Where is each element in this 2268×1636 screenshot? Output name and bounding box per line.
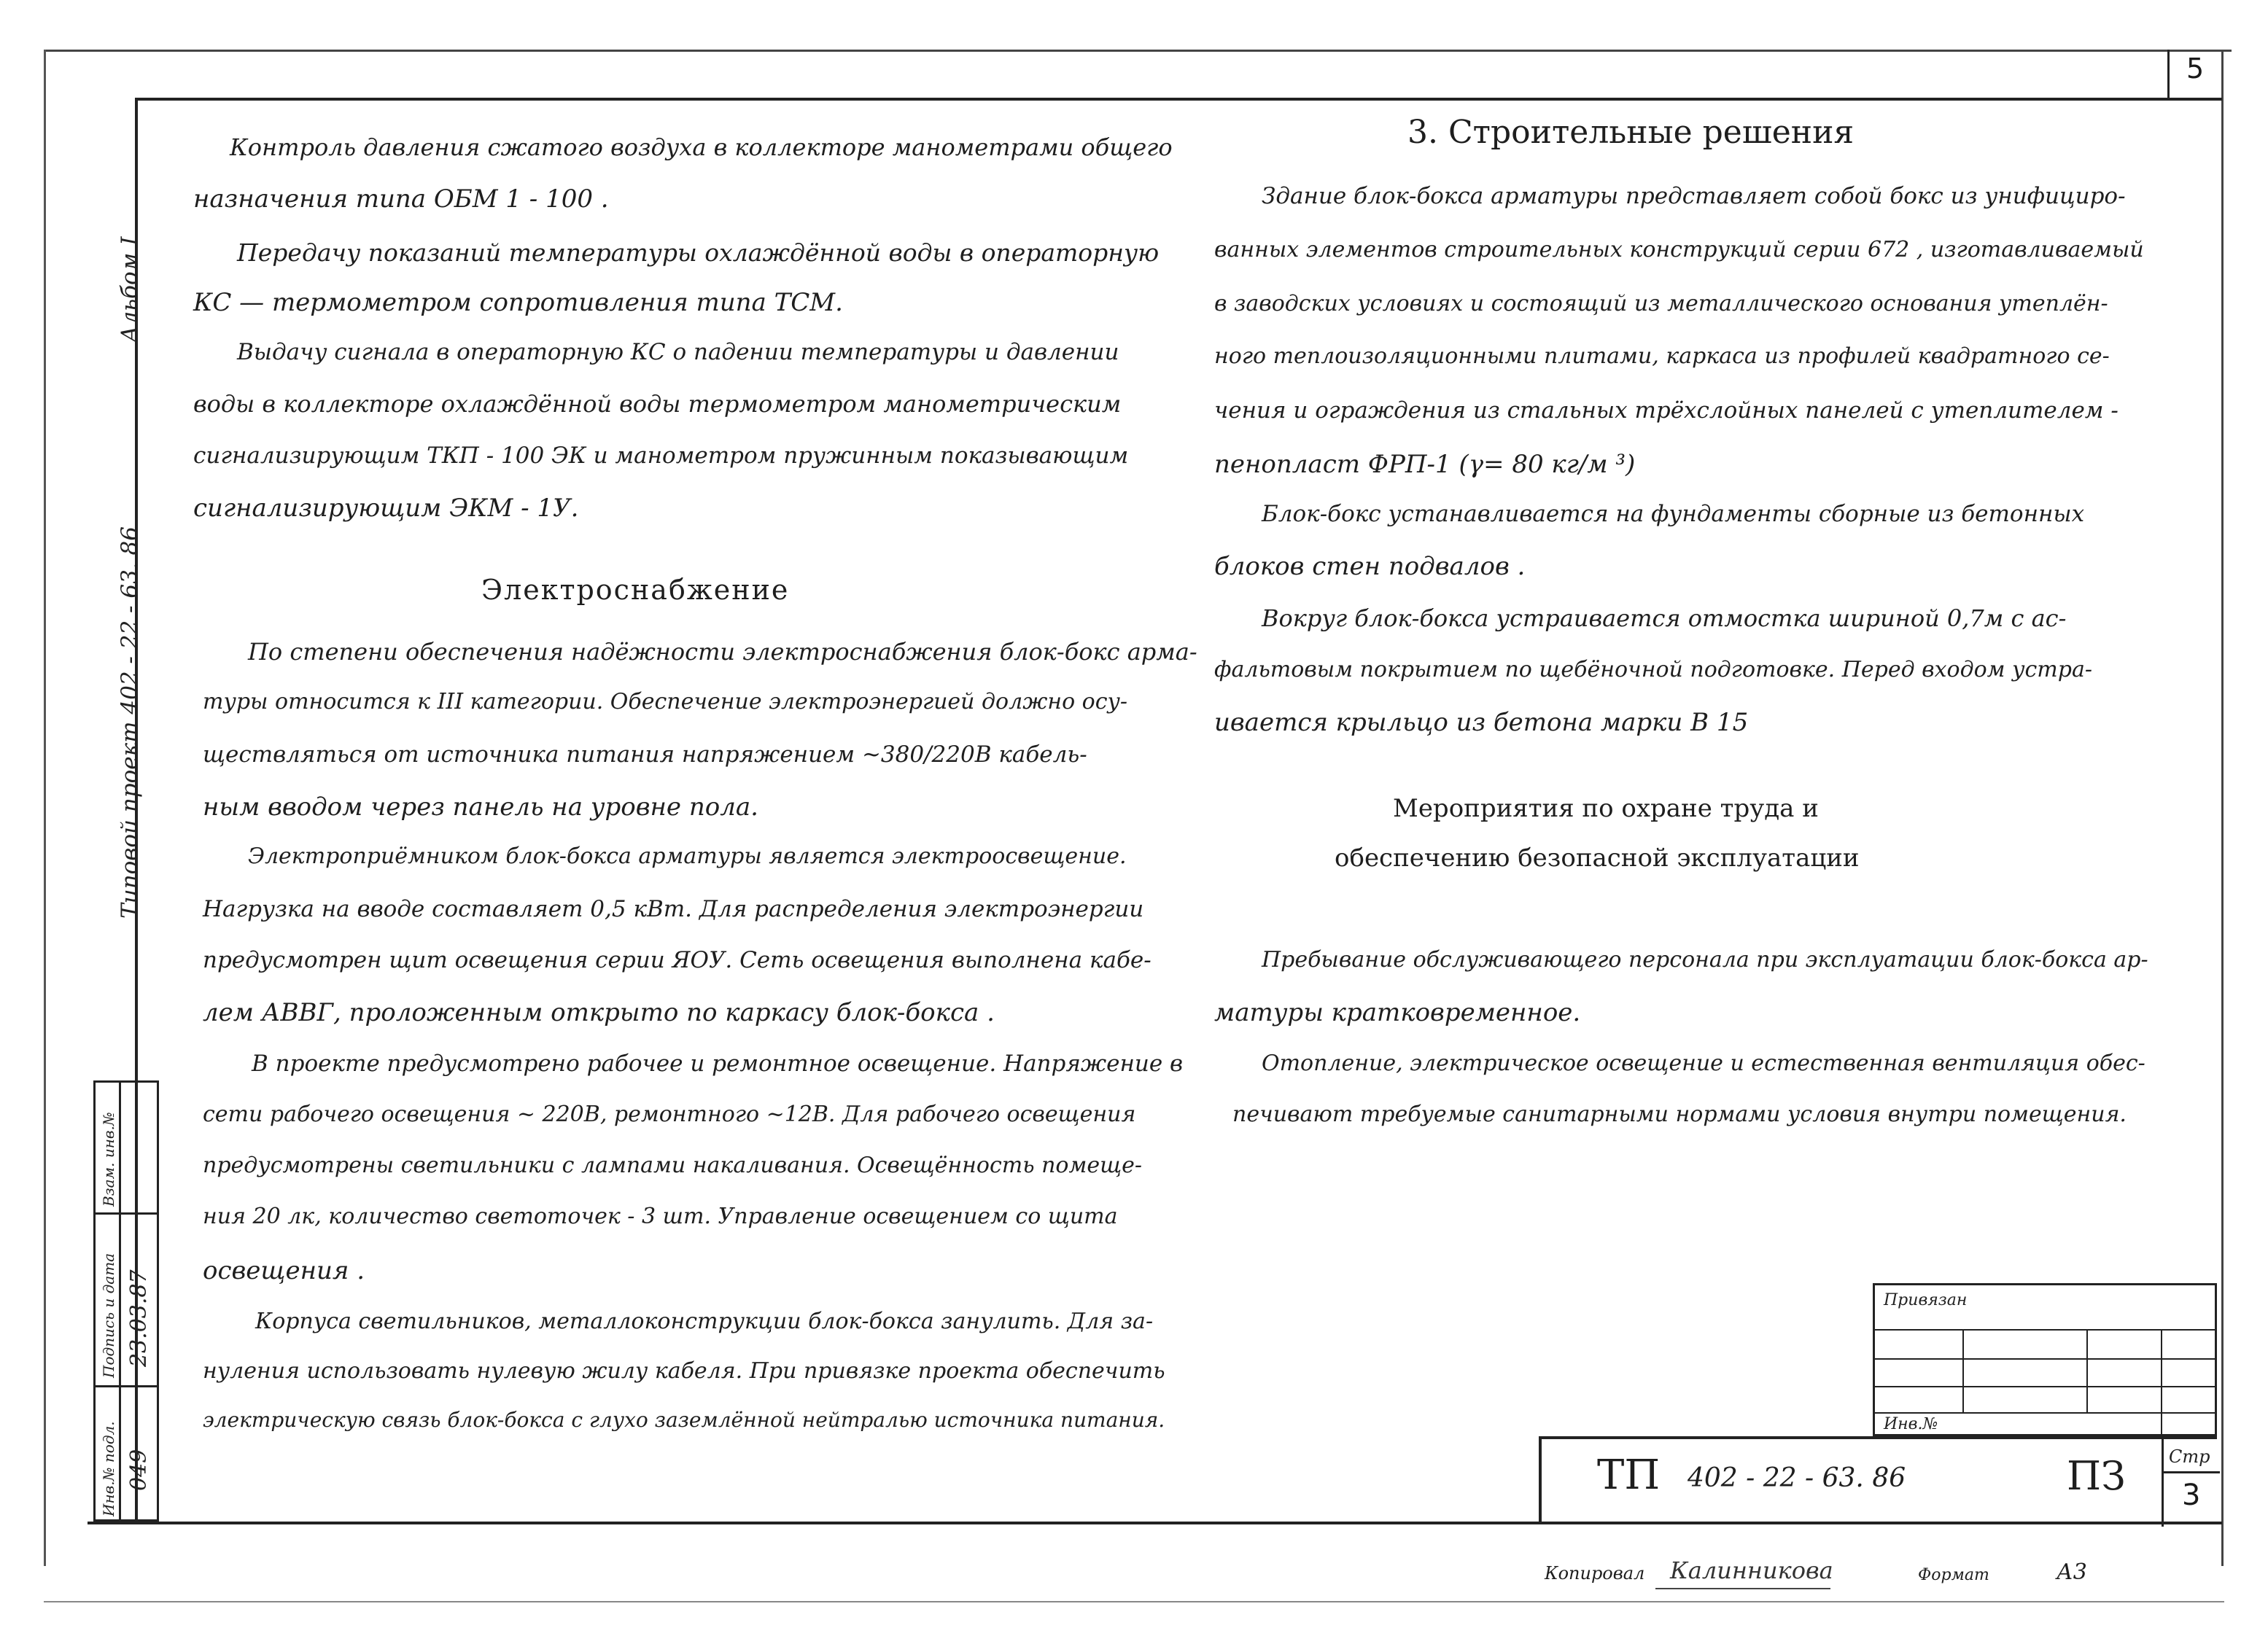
tb-row-line-2 [1875, 1358, 2215, 1360]
right-line-6: пенопласт ФРП-1 (γ= 80 кг/м ³) [1214, 450, 1636, 479]
outer-top-border [44, 50, 2232, 52]
footer-signature-underline [1655, 1588, 1830, 1589]
tb-attached-label: Привязан [1884, 1291, 1968, 1309]
side-album: Альбом I [117, 236, 143, 343]
left2-line-11: предусмотрены светильники с лампами накаливания. Освещённость помеще- [203, 1153, 1143, 1178]
left2-line-6: Нагрузка на вводе составляет 0,5 кВт. Для распределения электроэнергии [203, 896, 1144, 922]
title-block-code-row [1539, 1436, 2217, 1524]
left2-line-12: ния 20 лк, количество светоточек - 3 шт. Управление освещением со щита [203, 1204, 1118, 1229]
side-stamp-row-divider-1 [96, 1212, 157, 1215]
left-line-7: сигнализирующим ТКП - 100 ЭК и манометром пружинным показывающим [193, 443, 1129, 469]
side-stamp-table [93, 1080, 159, 1522]
right-line-5: чения и ограждения из стальных трёхслойных панелей с утеплителем - [1214, 397, 2119, 424]
tb-section: ПЗ [2067, 1453, 2126, 1499]
right-line-4: ного теплоизоляционными плитами, каркаса из профилей квадратного се- [1214, 343, 2110, 369]
side-project-title: Типовой проект 402 - 22 - 63. 86 [117, 526, 143, 919]
tb-row-line-3 [1875, 1386, 2215, 1387]
right-line-2: ванных элементов строительных конструкций серии 672 , изготавливаемый [1214, 237, 2144, 262]
right2-line-4: печивают требуемые санитарными нормами условия внутри помещения. [1232, 1102, 2127, 1127]
footer-format-label: Формат [1918, 1566, 1989, 1584]
left2-line-14: Корпуса светильников, металлоконструкции блок-бокса занулить. Для за- [255, 1309, 1154, 1334]
sheet-number-box-left [2167, 50, 2170, 99]
right-heading-construction: 3. Строительные решения [1407, 114, 1855, 151]
left-line-4: КС — термометром сопротивления типа ТСМ. [193, 288, 843, 317]
right-line-7: Блок-бокс устанавливается на фундаменты сборные из бетонных [1262, 501, 2085, 527]
left-line-8: сигнализирующим ЭКМ - 1У. [193, 494, 579, 523]
right-line-11: ивается крыльцо из бетона марки В 15 [1214, 708, 1749, 737]
tb-code-number: 402 - 22 - 63. 86 [1688, 1463, 1906, 1493]
left2-line-7: предусмотрен щит освещения серии ЯОУ. Сеть освещения выполнена кабе- [203, 947, 1152, 973]
right2-line-1: Пребывание обслуживающего персонала при эксплуатации блок-бокса ар- [1262, 947, 2148, 973]
side-stamp-vertical-divider [119, 1083, 121, 1519]
right-line-3: в заводских условиях и состоящий из металлического основания утеплён- [1214, 291, 2108, 316]
title-block-attached-table [1873, 1283, 2217, 1436]
left2-line-9: В проекте предусмотрено рабочее и ремонтное освещение. Напряжение в [252, 1051, 1184, 1077]
side-replace-inv-label: Взам. инв.№ [100, 1112, 117, 1207]
right-subheading-1: Мероприятия по охране труда и [1393, 794, 1819, 823]
tb-col-line-1 [1962, 1329, 1964, 1413]
tb-row-line-4 [1875, 1412, 2215, 1414]
right-subheading-2: обеспечению безопасной эксплуатации [1335, 844, 1860, 873]
tb-page-value: 3 [2182, 1479, 2201, 1512]
footer-copied-signature: Калинникова [1670, 1557, 1833, 1584]
tb-row-line-1 [1875, 1329, 2215, 1331]
frame-top [135, 98, 2222, 101]
left2-line-13: освещения . [203, 1256, 365, 1285]
left2-line-4: ным вводом через панель на уровне пола. [203, 792, 758, 822]
outer-right-border [2221, 50, 2224, 1566]
right-line-8: блоков стен подвалов . [1214, 552, 1526, 581]
side-stamp-row-divider-2 [96, 1385, 157, 1387]
left2-line-5: Электроприёмником блок-бокса арматуры является электроосвещение. [248, 844, 1127, 869]
left-heading-electro: Электроснабжение [481, 574, 790, 606]
side-sign-date-label: Подпись и дата [100, 1253, 117, 1378]
left2-line-10: сети рабочего освещения ~ 220В, ремонтного ~12В. Для рабочего освещения [203, 1102, 1136, 1127]
footer-format-value: А3 [2057, 1559, 2087, 1585]
footer-bottom-line [44, 1601, 2224, 1602]
side-inv-no-value: 049 [126, 1449, 152, 1491]
left-line-3: Передачу показаний температуры охлаждённой воды в операторную [237, 238, 1160, 267]
tb-page-col-line [2162, 1439, 2164, 1527]
left-line-6: воды в коллекторе охлаждённой воды термометром манометрическим [193, 390, 1122, 418]
right-line-9: Вокруг блок-бокса устраивается отмостка шириной 0,7м с ас- [1262, 604, 2067, 632]
left2-line-2: туры относится к III категории. Обеспечение электроэнергией должно осу- [203, 689, 1128, 714]
side-sign-date-value: 23.03.87 [126, 1269, 152, 1367]
left-line-5: Выдачу сигнала в операторную КС о падении температуры и давлении [237, 339, 1119, 365]
left-line-2: назначения типа ОБМ 1 - 100 . [193, 184, 609, 214]
right2-line-3: Отопление, электрическое освещение и естественная вентиляция обес- [1262, 1051, 2145, 1076]
side-inv-no-label: Инв.№ подл. [100, 1421, 117, 1516]
right-line-10: фальтовым покрытием по щебёночной подготовке. Перед входом устра- [1214, 657, 2092, 682]
tb-code-prefix: ТП [1597, 1452, 1661, 1499]
left2-line-8: лем АВВГ, проложенным открыто по каркасу блок-бокса . [203, 998, 995, 1027]
footer-copied-label: Копировал [1545, 1563, 1645, 1584]
right-line-1: Здание блок-бокса арматуры представляет собой бокс из унифициро- [1262, 183, 2126, 209]
sheet-number: 5 [2186, 52, 2205, 85]
left2-line-15: нуления использовать нулевую жилу кабеля. При привязке проекта обеспечить [203, 1358, 1165, 1384]
tb-col-line-2 [2086, 1329, 2088, 1413]
right2-line-2: матуры кратковременное. [1214, 998, 1581, 1027]
left2-line-3: ществляться от источника питания напряжением ~380/220В кабель- [203, 741, 1087, 768]
tb-inv-label: Инв.№ [1884, 1415, 1938, 1433]
left2-line-16: электрическую связь блок-бокса с глухо заземлённой нейтралью источника питания. [203, 1408, 1165, 1432]
left-line-1: Контроль давления сжатого воздуха в коллекторе манометрами общего [230, 133, 1173, 161]
tb-col-line-3 [2161, 1329, 2162, 1438]
tb-page-row-line [2162, 1471, 2220, 1473]
left2-line-1: По степени обеспечения надёжности электроснабжения блок-бокс арма- [248, 638, 1197, 666]
outer-left-border [44, 50, 46, 1566]
tb-page-label: Стр [2169, 1446, 2210, 1467]
